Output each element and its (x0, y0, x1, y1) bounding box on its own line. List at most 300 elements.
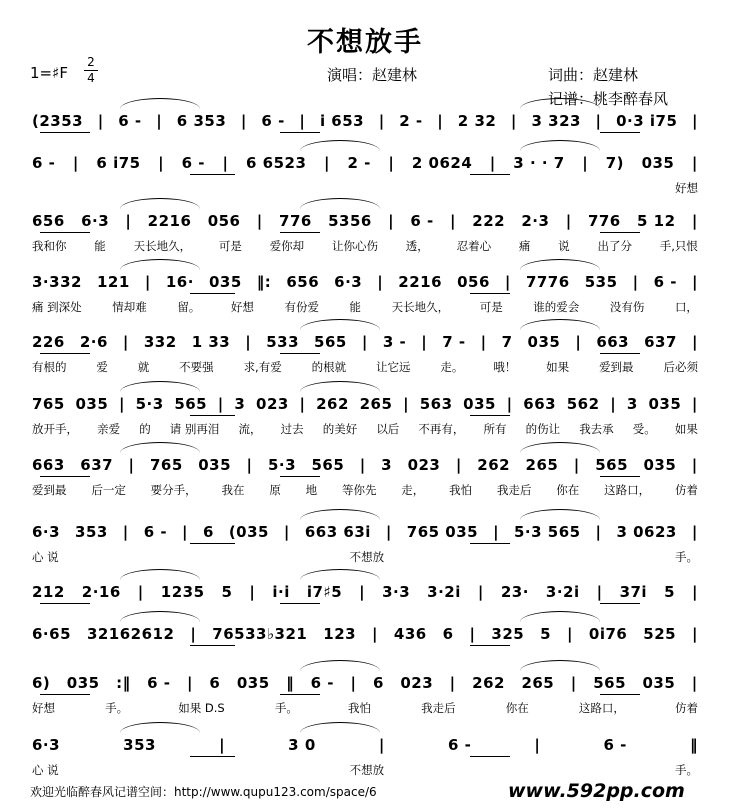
beam-underline (40, 232, 90, 233)
lyric-syllable: 说 (558, 239, 570, 253)
note-group: i·i (272, 583, 290, 601)
time-signature-top: 2 (87, 55, 95, 69)
beam-underline (600, 132, 640, 133)
note-group: 6 - (147, 674, 171, 692)
note-group: 023 (256, 395, 289, 413)
note-group: 637 (644, 333, 677, 351)
bar-line: | (385, 523, 392, 541)
note-group: 637 (80, 456, 114, 474)
note-group: 5 12 (637, 212, 676, 230)
bar-line: | (692, 112, 698, 130)
lyric-syllable: 好想 (675, 181, 698, 195)
note-group: 6 (442, 625, 454, 643)
slur-mark (520, 611, 600, 622)
note-group: 035 (66, 674, 100, 692)
beam-underline (280, 132, 320, 133)
note-group: 5·3 565 (513, 523, 581, 541)
note-group: 035 (642, 674, 676, 692)
bar-line: | (477, 583, 484, 601)
note-group: 6·3 (32, 736, 61, 754)
bar-line: | (372, 625, 378, 643)
note-group: 5356 (328, 212, 372, 230)
note-group: 765 (149, 456, 183, 474)
bar-line: | (186, 674, 193, 692)
lyrics-line (32, 549, 698, 565)
slur-mark (300, 722, 380, 733)
slur-mark (300, 569, 380, 580)
note-group: 565 (311, 456, 345, 474)
slur-mark (120, 611, 200, 622)
beam-underline (470, 293, 510, 294)
beam-underline (190, 756, 235, 757)
lyric-syllable: 留。 (177, 300, 201, 314)
note-group: 2·6 (79, 333, 108, 351)
bar-line: | (510, 112, 517, 130)
lyric-syllable: 以后 (376, 422, 400, 436)
note-group: 7 (501, 333, 513, 351)
note-group: 2216 (398, 273, 443, 291)
bar-line: | (450, 212, 456, 230)
bar-line: ‖ (689, 736, 698, 754)
lyric-syllable: 心 说 (32, 763, 59, 777)
beam-underline (470, 756, 510, 757)
lyric-syllable: 你在 (556, 483, 580, 497)
lyric-syllable: 爱你却 (269, 239, 305, 253)
lyric-syllable: 忍着心 (456, 239, 492, 253)
lyric-syllable: 如果 D.S (178, 701, 225, 715)
beam-underline (190, 174, 235, 175)
note-group: 76533♭321 (212, 625, 308, 643)
note-group: 332 (143, 333, 177, 351)
note-group: 353 (75, 523, 108, 541)
lyric-syllable: 可是 (479, 300, 503, 314)
note-group: 656 (286, 273, 320, 291)
note-group: 6 - (603, 736, 627, 754)
bar-line: | (573, 456, 580, 474)
note-group: 222 (472, 212, 506, 230)
lyric-syllable: 这路口， (578, 701, 625, 715)
note-group: 3 · · 7 (513, 154, 565, 172)
beam-underline (190, 645, 235, 646)
note-group: 265 (359, 395, 393, 413)
lyric-syllable: 原 (269, 483, 281, 497)
note-group: 6 (372, 674, 384, 692)
slur-mark (300, 509, 380, 520)
bar-line: | (182, 523, 188, 541)
note-group: 2·3 (521, 212, 550, 230)
site-watermark: www.592pp.com (508, 780, 685, 802)
lyric-syllable: 不想放 (349, 763, 385, 777)
note-group: 656 (32, 212, 65, 230)
beam-underline (280, 232, 320, 233)
note-group: 035 (236, 674, 270, 692)
note-group: 3 0623 (616, 523, 677, 541)
lyric-syllable: 手。 (105, 701, 129, 715)
bar-line: | (359, 583, 366, 601)
beam-underline (600, 232, 640, 233)
note-group: 6 (209, 674, 221, 692)
note-group: 121 (96, 273, 130, 291)
composer-credit: 词曲：赵建林 (548, 66, 639, 84)
bar-line: | (122, 523, 129, 541)
lyric-syllable: 就 (137, 360, 150, 374)
note-group: 262 (477, 456, 511, 474)
slur-mark (300, 381, 380, 392)
lyric-syllable: 不要强 (179, 360, 214, 374)
bar-line: | (256, 212, 263, 230)
bar-line: | (582, 154, 589, 172)
bar-line: | (403, 395, 410, 413)
note-group: 035 (648, 395, 682, 413)
bar-line: | (632, 273, 639, 291)
bar-line: | (437, 112, 444, 130)
lyric-syllable: 亲爱 (97, 422, 121, 436)
beam-underline (600, 476, 640, 477)
lyric-syllable: 的根就 (311, 360, 347, 374)
lyric-syllable: 爱到最 (599, 360, 634, 374)
lyrics-line (32, 700, 698, 716)
slur-mark (120, 98, 200, 109)
lyric-syllable: 有份爱 (284, 300, 319, 314)
bar-line: | (692, 273, 698, 291)
note-group: 765 (32, 395, 65, 413)
note-group: 562 (566, 395, 600, 413)
note-group: i7♯5 (306, 583, 343, 601)
note-group: 663 63i (304, 523, 371, 541)
note-group: 565 (174, 395, 208, 413)
bar-line: | (137, 583, 144, 601)
slur-mark (120, 198, 200, 209)
note-group: 3 (234, 395, 246, 413)
beam-underline (40, 603, 90, 604)
note-group: 353 (123, 736, 156, 754)
lyric-syllable: 手。 (274, 701, 298, 715)
note-group: 6 i75 (96, 154, 141, 172)
note-group: 023 (400, 674, 434, 692)
note-group: 6 - (261, 112, 285, 130)
slur-mark (120, 442, 200, 453)
lyric-syllable: 谁的爱会 (533, 300, 580, 314)
lyric-syllable: 流， (238, 422, 262, 436)
note-group: 2 32 (457, 112, 497, 130)
beam-underline (600, 353, 640, 354)
note-group: 565 (593, 674, 627, 692)
lyric-syllable: 情却难 (112, 300, 147, 314)
slur-mark (120, 259, 200, 270)
note-group: 6·3 (32, 523, 61, 541)
bar-line: | (692, 625, 698, 643)
note-group: 3 (381, 456, 393, 474)
note-group: 565 (595, 456, 629, 474)
time-signature (84, 56, 98, 85)
note-group: 123 (323, 625, 357, 643)
note-group: 2 0624 (411, 154, 473, 172)
beam-underline (280, 476, 320, 477)
note-group: 3 - (382, 333, 407, 351)
bar-line: | (595, 523, 602, 541)
lyric-syllable: 不再有， (418, 422, 465, 436)
lyric-syllable: 如果 (674, 422, 698, 436)
note-group: 035 (643, 456, 677, 474)
note-group: 5 (664, 583, 675, 601)
note-group: 2·16 (81, 583, 121, 601)
bar-line: ‖: (256, 273, 272, 291)
note-group: 2216 (147, 212, 192, 230)
beam-underline (600, 603, 640, 604)
bar-line: | (245, 333, 252, 351)
lyrics-line (32, 421, 698, 437)
note-group: 7 - (442, 333, 466, 351)
bar-line: | (455, 456, 462, 474)
lyric-syllable: 要分手， (150, 483, 197, 497)
bar-line: | (323, 154, 330, 172)
bar-line: | (691, 154, 698, 172)
bar-line: | (567, 625, 573, 643)
beam-underline (470, 645, 510, 646)
lyric-syllable: 后一定 (91, 483, 126, 497)
lyric-syllable: 这路口， (604, 483, 651, 497)
bar-line: | (350, 674, 357, 692)
lyric-syllable: 仿着 (674, 701, 698, 715)
transcriber-credit: 记谱：桃李醉春风 (548, 90, 669, 108)
bar-line: | (691, 583, 698, 601)
lyric-syllable: 走。 (440, 360, 464, 374)
beam-underline (40, 353, 90, 354)
lyric-syllable: 仿着 (674, 483, 698, 497)
song-title: 不想放手 (307, 27, 423, 58)
lyric-syllable: 能 (349, 300, 362, 314)
beam-underline (190, 293, 235, 294)
bar-line: | (72, 154, 79, 172)
bar-line: | (299, 112, 306, 130)
lyric-syllable: 心 说 (32, 550, 59, 564)
lyric-syllable: 让你心伤 (331, 239, 378, 253)
lyric-syllable: 天长地久， (391, 300, 450, 314)
note-group: 023 (407, 456, 441, 474)
note-group: 1235 (160, 583, 205, 601)
note-group: 765 035 (406, 523, 479, 541)
bar-line: | (449, 674, 456, 692)
lyric-syllable: 的 (139, 422, 151, 436)
key-signature: 1=♯F (30, 64, 68, 82)
note-group: 535 (584, 273, 618, 291)
note-group: 2 - (399, 112, 423, 130)
note-group: 32162612 (86, 625, 175, 643)
bar-line: | (249, 583, 256, 601)
lyric-syllable: 所有 (483, 422, 507, 436)
bar-line: | (144, 273, 151, 291)
bar-line: | (361, 333, 368, 351)
bar-line: | (493, 523, 500, 541)
lyric-syllable: 放开手， (32, 422, 78, 436)
lyrics-line (32, 359, 698, 375)
singer-credit: 演唱：赵建林 (327, 66, 418, 84)
lyric-syllable: 手。 (675, 763, 698, 777)
note-group: 6 - (447, 736, 472, 754)
note-group: 6) (32, 674, 51, 692)
bar-line: | (504, 273, 511, 291)
note-group: 035 (198, 456, 232, 474)
bar-line: | (421, 333, 428, 351)
note-group: 6 6523 (246, 154, 307, 172)
lyric-syllable: 求,有爱 (243, 360, 282, 374)
bar-line: | (97, 112, 104, 130)
beam-underline (40, 476, 90, 477)
bar-line: | (378, 736, 385, 754)
beam-underline (600, 694, 640, 695)
note-group: i 653 (319, 112, 365, 130)
note-group: 035 (463, 395, 496, 413)
note-group: 035 (75, 395, 109, 413)
bar-line: | (219, 736, 226, 754)
note-group: 6·65 (32, 625, 72, 643)
lyric-syllable: 痛 (518, 239, 531, 253)
note-group: 6 - (410, 212, 434, 230)
beam-underline (470, 543, 510, 544)
bar-line: | (388, 154, 395, 172)
beam-underline (190, 543, 235, 544)
bar-line: | (118, 395, 125, 413)
slur-mark (300, 660, 380, 671)
bar-line: | (610, 395, 617, 413)
bar-line: | (388, 212, 395, 230)
slur-mark (120, 381, 200, 392)
slur-mark (300, 198, 380, 209)
beam-underline (470, 415, 510, 416)
bar-line: | (158, 154, 165, 172)
note-group: 663 (523, 395, 557, 413)
note-group: 37i (619, 583, 648, 601)
lyric-syllable: 我怕 (347, 701, 371, 715)
note-group: 776 (279, 212, 312, 230)
note-group: 6 - (118, 112, 142, 130)
lyric-syllable: 能 (94, 239, 106, 253)
lyric-syllable: 好想 (32, 701, 55, 715)
lyric-syllable: 痛 到深处 (32, 300, 82, 314)
bar-line: | (570, 674, 577, 692)
slur-mark (120, 722, 200, 733)
lyric-syllable: 好想 (230, 300, 254, 314)
note-group: 533 (266, 333, 300, 351)
bar-line: | (691, 212, 698, 230)
lyrics-line (32, 762, 698, 778)
lyric-syllable: 我去承 (579, 422, 614, 436)
note-group: 6·3 (81, 212, 110, 230)
bar-line: | (156, 112, 163, 130)
lyric-syllable: 我在 (221, 483, 245, 497)
bar-line: | (691, 333, 698, 351)
bar-line: | (190, 625, 197, 643)
lyric-syllable: 我走后 (496, 483, 532, 497)
lyrics-line (32, 299, 698, 315)
lyric-syllable: 透， (405, 239, 429, 253)
beam-underline (280, 694, 320, 695)
note-group: 6 - (181, 154, 205, 172)
note-group: 265 (521, 674, 555, 692)
note-group: 3 0 (288, 736, 316, 754)
note-group: 262 (316, 395, 349, 413)
note-group: 1 33 (191, 333, 231, 351)
beam-underline (470, 174, 510, 175)
beam-underline (280, 603, 320, 604)
bar-line: ‖ (286, 674, 295, 692)
lyric-syllable: 爱 (96, 360, 108, 374)
bar-line: | (595, 112, 602, 130)
note-group: 16· (165, 273, 194, 291)
slur-mark (520, 660, 600, 671)
note-group: 6 (202, 523, 214, 541)
bar-line: | (122, 333, 129, 351)
note-group: 3·2i (545, 583, 580, 601)
bar-line: | (128, 456, 135, 474)
lyric-syllable: 过去 (280, 422, 304, 436)
lyric-syllable: 出了分 (597, 239, 632, 253)
lyric-syllable: 哦！ (493, 360, 517, 374)
bar-line: | (575, 333, 582, 351)
bar-line: | (377, 273, 384, 291)
slur-mark (120, 569, 200, 580)
lyric-syllable: 走， (401, 483, 425, 497)
lyrics-line (32, 482, 698, 498)
beam-underline (40, 694, 90, 695)
note-group: 226 (32, 333, 65, 351)
bar-line: | (222, 154, 229, 172)
bar-line: | (359, 456, 366, 474)
note-group: 6 - (310, 674, 334, 692)
note-group: 3·3 (382, 583, 411, 601)
note-group: 6 - (143, 523, 168, 541)
bar-line: | (283, 523, 290, 541)
lyric-syllable: 我怕 (449, 483, 473, 497)
bar-line: | (691, 523, 698, 541)
bar-line: | (217, 395, 224, 413)
lyric-syllable: 手,只恨 (659, 239, 698, 253)
note-group: 3 (626, 395, 638, 413)
note-group: 035 (208, 273, 242, 291)
bar-line: | (469, 625, 476, 643)
note-group: 525 (643, 625, 677, 643)
note-group: 436 (393, 625, 427, 643)
lyric-syllable: 没有伤 (609, 300, 645, 314)
bar-line: | (480, 333, 487, 351)
note-group: 0i76 (588, 625, 628, 643)
note-group: 265 (525, 456, 559, 474)
note-group: 565 (314, 333, 347, 351)
note-group: 2 - (347, 154, 371, 172)
note-group: 0·3 i75 (616, 112, 678, 130)
bar-line: | (125, 212, 132, 230)
note-group: 5 (540, 625, 552, 643)
note-group: 262 (472, 674, 505, 692)
bar-line: | (489, 154, 496, 172)
bar-line: :‖ (116, 674, 131, 692)
slur-mark (520, 442, 600, 453)
bar-line: | (565, 212, 572, 230)
bar-line: | (246, 456, 253, 474)
lyric-syllable: 等你先 (341, 483, 377, 497)
lyric-syllable: 口， (674, 300, 698, 314)
slur-mark (520, 140, 600, 151)
note-group: 663 (32, 456, 65, 474)
note-group: 056 (457, 273, 490, 291)
footer-link-text[interactable]: 欢迎光临醉春风记谱空间：http://www.qupu123.com/space/6 (30, 785, 377, 799)
note-group: 6 - (653, 273, 677, 291)
note-group: (035 (228, 523, 269, 541)
beam-underline (280, 353, 320, 354)
note-group: 5·3 (267, 456, 297, 474)
note-group: 3 323 (531, 112, 581, 130)
bar-line: | (378, 112, 385, 130)
